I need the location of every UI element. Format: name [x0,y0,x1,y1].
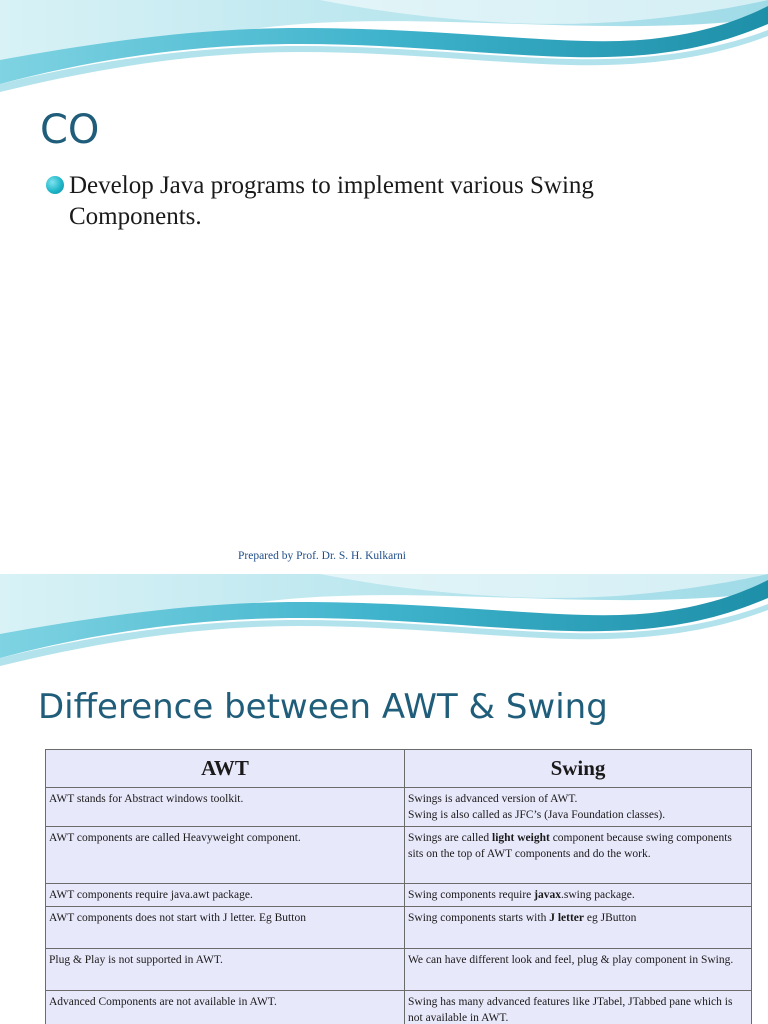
swing-cell-line: Swings is advanced version of AWT. [408,793,578,805]
column-header-swing: Swing [405,750,752,788]
slide-title-co: CO [40,107,100,153]
comparison-table [45,749,752,1024]
table-row [46,991,752,1024]
awt-cell: AWT components does not start with J letter. Eg Button [46,907,405,949]
swing-cell-line: Swing is also called as JFC’s (Java Foundation classes). [408,809,666,821]
awt-cell: Plug & Play is not supported in AWT. [46,949,405,991]
swing-cell-text: eg JButton [584,912,637,924]
awt-cell: Advanced Components are not available in AWT. [46,991,405,1024]
slide-title-difference: Difference between AWT & Swing [38,687,608,727]
swing-cell: Swing has many advanced features like JTabel, JTabbed pane which is not available in AWT. [405,991,752,1024]
swing-cell [405,788,752,827]
column-header-awt: AWT [46,750,405,788]
wave-header-decoration [0,0,768,100]
swing-cell-text: Swing components require [408,889,535,901]
table-row [46,788,752,827]
table-header-row [46,750,752,788]
swing-cell-text: .swing package. [561,889,635,901]
table-row [46,884,752,907]
swing-cell [405,907,752,949]
swing-cell-text: Swing components starts with [408,912,550,924]
swing-cell-emphasis: javax [534,889,562,901]
slide-difference [0,574,768,1024]
table-row [46,827,752,884]
swing-cell-text: Swings are called [408,832,492,844]
swing-cell-text: component because swing components sits on the top of AWT components and do the work. [408,832,732,860]
awt-cell: AWT stands for Abstract windows toolkit. [46,788,405,827]
table-row [46,907,752,949]
awt-cell: AWT components require java.awt package. [46,884,405,907]
bullet-text: Develop Java programs to implement various Swing Components. [69,172,594,230]
awt-cell: AWT components are called Heavyweight component. [46,827,405,884]
table-row [46,949,752,991]
wave-header-decoration [0,574,768,674]
swing-cell [405,827,752,884]
footer-credit: Prepared by Prof. Dr. S. H. Kulkarni [237,550,406,562]
swing-cell [405,884,752,907]
swing-cell: We can have different look and feel, plug & play component in Swing. [405,949,752,991]
swing-cell-emphasis: light weight [492,832,550,844]
bullet-dot-icon [46,176,64,194]
swing-cell-emphasis: J letter [549,912,584,924]
